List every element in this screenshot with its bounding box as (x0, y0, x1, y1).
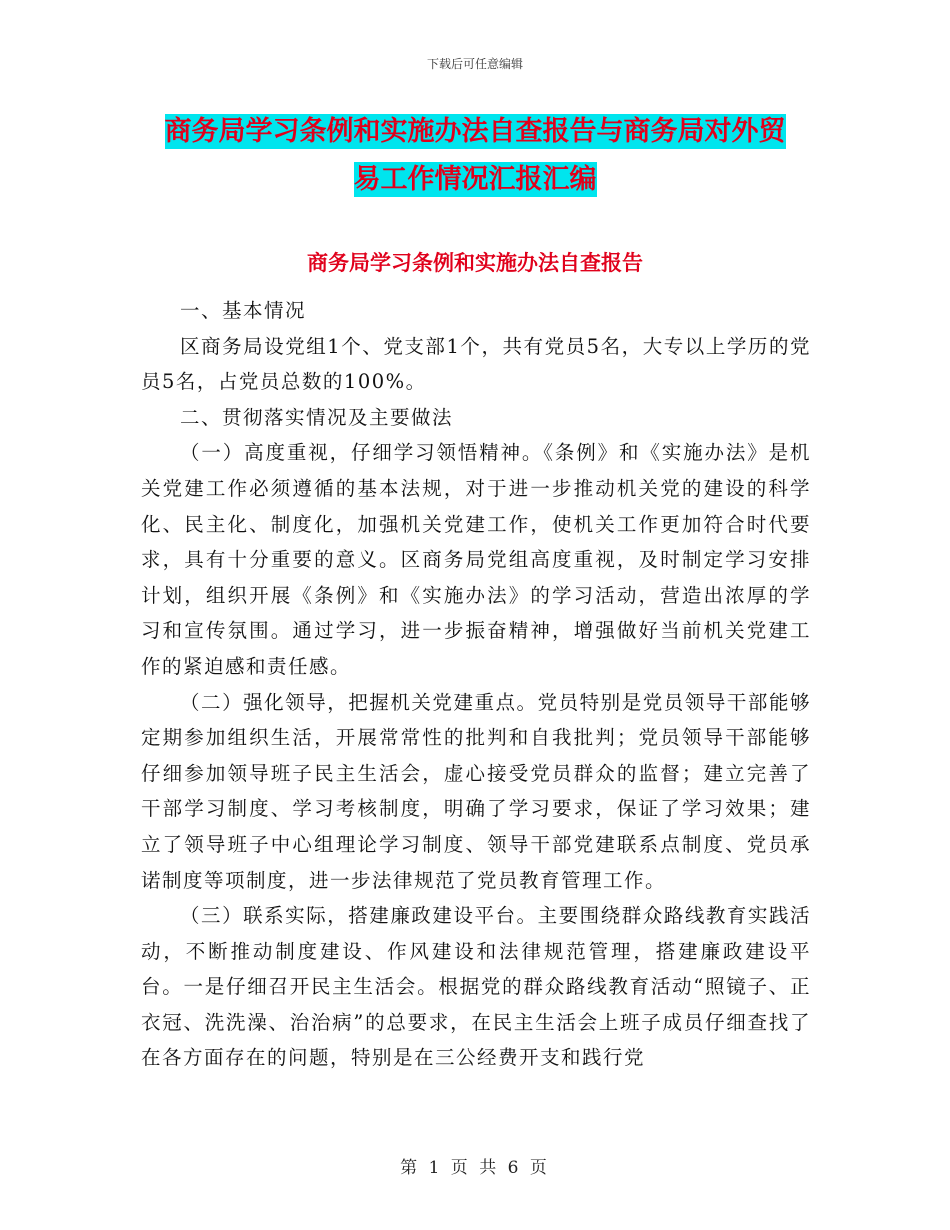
header-note: 下载后可任意编辑 (426, 57, 523, 71)
document-title-line-1: 商务局学习条例和实施办法自查报告与商务局对外贸 (164, 116, 786, 147)
paragraph-basic-heading: 一、基本情况 (180, 299, 307, 322)
paragraph-point-3: （三）联系实际，搭建廉政建设平台。主要围绕群众路线教育实践活动，不断推动制度建设、作风建设和法律规范管理，搭建廉政建设平台。一是仔细召开民主生活会。根据党的群众路线教育活动“照镜子、正衣冠、洗洗澡、治治病”的总要求，在民主生活会上班子成员仔细查找了在各方面存在的问题，特别是在三公经费开支和践行党 (141, 904, 811, 1070)
section-title: 商务局学习条例和实施办法自查报告 (307, 251, 643, 275)
paragraph-implementation-heading: 二、贯彻落实情况及主要做法 (180, 405, 454, 429)
paragraph-basic-info: 区商务局设党组1个、党支部1个，共有党员5名，大专以上学历的党员5名，占党员总数的100%。 (141, 334, 811, 394)
page-number: 第 1 页 共 6 页 (400, 1158, 550, 1178)
paragraph-point-1: （一）高度重视，仔细学习领悟精神。《条例》和《实施办法》是机关党建工作必须遵循的基本法规，对于进一步推动机关党的建设的科学化、民主化、制度化，加强机关党建工作，使机关工作更加符合时代要求，具有十分重要的意义。区商务局党组高度重视，及时制定学习安排计划，组织开展《条例》和《实施办法》的学习活动，营造出浓厚的学习和宣传氛围。通过学习，进一步振奋精神，增强做好当前机关党建工作的紧迫感和责任感。 (141, 441, 811, 678)
paragraph-point-2: （二）强化领导，把握机关党建重点。党员特别是党员领导干部能够定期参加组织生活，开展常常性的批判和自我批判；党员领导干部能够仔细参加领导班子民主生活会，虚心接受党员群众的监督；建立完善了干部学习制度、学习考核制度，明确了学习要求，保证了学习效果；建立了领导班子中心组理论学习制度、领导干部党建联系点制度、党员承诺制度等项制度，进一步法律规范了党员教育管理工作。 (141, 690, 811, 892)
document-title-line-2: 易工作情况汇报汇编 (353, 164, 597, 195)
document-title (0, 108, 950, 204)
document-body (141, 293, 811, 1076)
